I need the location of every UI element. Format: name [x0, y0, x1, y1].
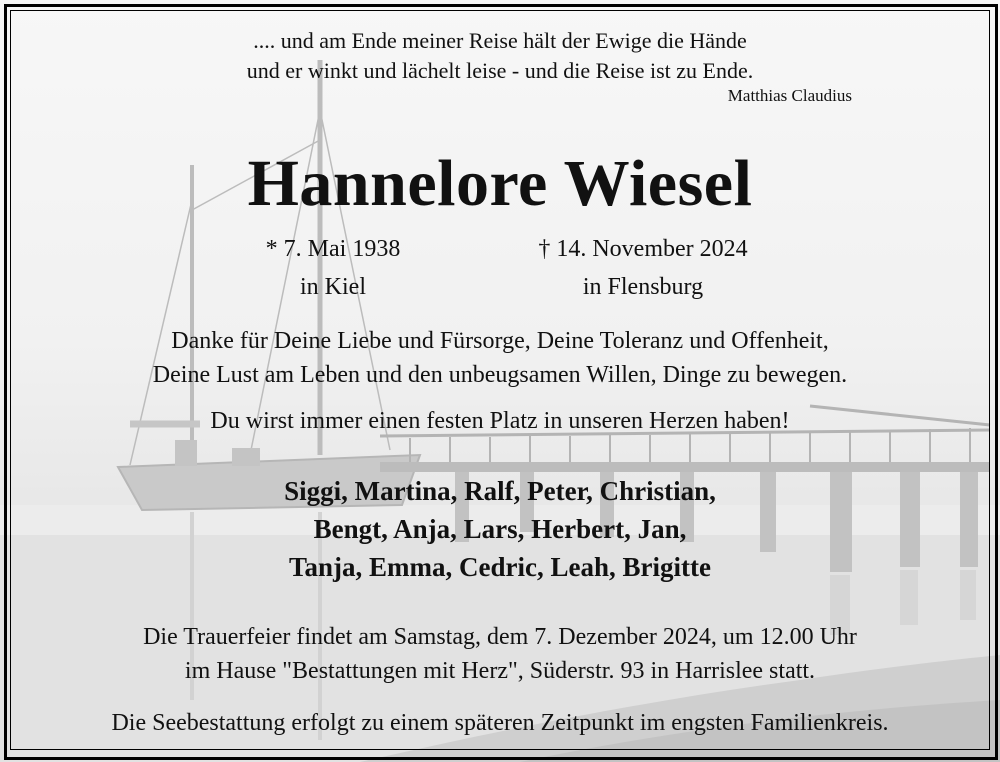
death-place: in Flensburg — [582, 274, 704, 300]
mourners-line: Tanja, Emma, Cedric, Leah, Brigitte — [289, 552, 711, 582]
heart-line: Du wirst immer einen festen Platz in unseren Herzen haben! — [210, 408, 790, 434]
thanks-text — [0, 324, 1000, 392]
quote — [0, 26, 1000, 86]
birth-info — [238, 230, 428, 306]
death-date: † 14. November 2024 — [538, 236, 748, 262]
quote-author: Matthias Claudius — [727, 86, 852, 105]
funeral-info — [0, 620, 1000, 688]
sea-burial-note: Die Seebestattung erfolgt zu einem späteren Zeitpunkt im engsten Familienkreis. — [111, 710, 889, 736]
mourners-line: Bengt, Anja, Lars, Herbert, Jan, — [313, 514, 687, 544]
birth-place: in Kiel — [300, 274, 366, 300]
birth-date: * 7. Mai 1938 — [265, 236, 401, 262]
mourners-line: Siggi, Martina, Ralf, Peter, Christian, — [284, 476, 716, 506]
quote-line: und er winkt und lächelt leise - und die Reise ist zu Ende. — [246, 58, 754, 83]
quote-line: .... und am Ende meiner Reise hält der Ewige die Hände — [253, 28, 747, 53]
thanks-line: Danke für Deine Liebe und Fürsorge, Deine Toleranz und Offenheit, — [171, 328, 829, 354]
funeral-line: Die Trauerfeier findet am Samstag, dem 7. Dezember 2024, um 12.00 Uhr — [143, 624, 857, 650]
thanks-line: Deine Lust am Leben und den unbeugsamen Willen, Dinge zu bewegen. — [152, 362, 848, 388]
deceased-name: Hannelore Wiesel — [247, 147, 753, 220]
funeral-line: im Hause "Bestattungen mit Herz", Süderstr. 93 in Harrislee statt. — [184, 658, 816, 684]
mourners-list — [0, 472, 1000, 586]
death-info — [478, 230, 808, 306]
